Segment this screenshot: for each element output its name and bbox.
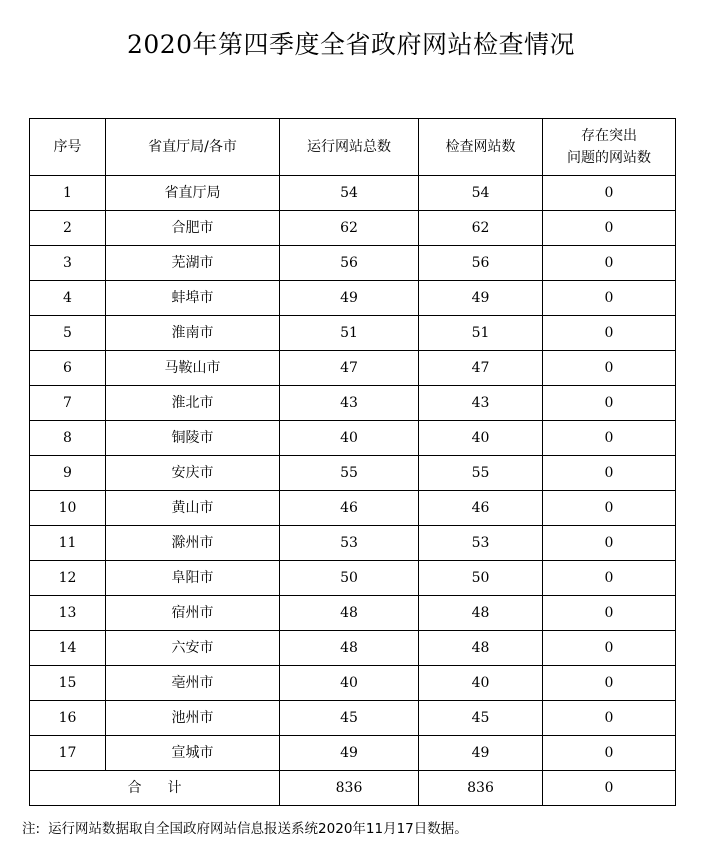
cell-total-sites: 62	[280, 211, 419, 246]
cell-unit: 铜陵市	[106, 421, 280, 456]
cell-unit: 池州市	[106, 701, 280, 736]
header-row	[30, 119, 676, 176]
header-checked-sites: 检查网站数	[419, 119, 543, 176]
header-problem-line2: 问题的网站数	[567, 150, 651, 166]
cell-checked-sites: 49	[419, 281, 543, 316]
cell-problem-sites: 0	[543, 666, 676, 701]
cell-index: 6	[30, 351, 106, 386]
cell-checked-sites: 51	[419, 316, 543, 351]
cell-checked-sites: 62	[419, 211, 543, 246]
cell-total-sites: 46	[280, 491, 419, 526]
cell-checked-sites: 47	[419, 351, 543, 386]
cell-unit: 淮北市	[106, 386, 280, 421]
cell-unit: 芜湖市	[106, 246, 280, 281]
cell-problem-sites: 0	[543, 631, 676, 666]
cell-problem-sites: 0	[543, 386, 676, 421]
cell-checked-sites: 40	[419, 421, 543, 456]
cell-unit: 淮南市	[106, 316, 280, 351]
cell-total-sites: 47	[280, 351, 419, 386]
cell-problem-sites: 0	[543, 456, 676, 491]
cell-total-sites: 48	[280, 596, 419, 631]
cell-total-sites: 50	[280, 561, 419, 596]
cell-index: 4	[30, 281, 106, 316]
cell-checked-sites: 49	[419, 736, 543, 771]
total-checked-sites: 836	[419, 771, 543, 806]
cell-unit: 蚌埠市	[106, 281, 280, 316]
cell-checked-sites: 53	[419, 526, 543, 561]
cell-checked-sites: 45	[419, 701, 543, 736]
cell-unit: 阜阳市	[106, 561, 280, 596]
cell-total-sites: 40	[280, 421, 419, 456]
cell-total-sites: 53	[280, 526, 419, 561]
header-problem-sites	[543, 119, 676, 176]
table-row	[30, 316, 676, 351]
cell-unit: 黄山市	[106, 491, 280, 526]
cell-checked-sites: 40	[419, 666, 543, 701]
cell-unit: 滁州市	[106, 526, 280, 561]
cell-checked-sites: 46	[419, 491, 543, 526]
cell-problem-sites: 0	[543, 596, 676, 631]
header-problem-line1: 存在突出	[581, 128, 637, 144]
cell-total-sites: 51	[280, 316, 419, 351]
table-row	[30, 736, 676, 771]
cell-problem-sites: 0	[543, 526, 676, 561]
table-row	[30, 281, 676, 316]
footnote-text: 运行网站数据取自全国政府网站信息报送系统2020年11月17日数据。	[48, 821, 468, 837]
total-label-part1: 合	[127, 780, 142, 796]
table-row	[30, 561, 676, 596]
cell-checked-sites: 50	[419, 561, 543, 596]
cell-unit: 六安市	[106, 631, 280, 666]
cell-total-sites: 43	[280, 386, 419, 421]
cell-index: 14	[30, 631, 106, 666]
cell-unit: 合肥市	[106, 211, 280, 246]
header-total-sites: 运行网站总数	[280, 119, 419, 176]
cell-total-sites: 54	[280, 176, 419, 211]
total-row	[30, 771, 676, 806]
table-row	[30, 421, 676, 456]
cell-total-sites: 48	[280, 631, 419, 666]
cell-problem-sites: 0	[543, 491, 676, 526]
cell-index: 17	[30, 736, 106, 771]
cell-checked-sites: 48	[419, 596, 543, 631]
cell-index: 3	[30, 246, 106, 281]
cell-index: 12	[30, 561, 106, 596]
table-row	[30, 351, 676, 386]
table-row	[30, 631, 676, 666]
cell-index: 16	[30, 701, 106, 736]
total-label-part2: 计	[167, 780, 182, 796]
cell-problem-sites: 0	[543, 421, 676, 456]
header-unit: 省直厅局/各市	[106, 119, 280, 176]
table-row	[30, 246, 676, 281]
total-total-sites: 836	[280, 771, 419, 806]
cell-problem-sites: 0	[543, 351, 676, 386]
cell-problem-sites: 0	[543, 281, 676, 316]
cell-index: 15	[30, 666, 106, 701]
table-row	[30, 456, 676, 491]
cell-index: 9	[30, 456, 106, 491]
table-header	[30, 119, 676, 176]
cell-unit: 马鞍山市	[106, 351, 280, 386]
total-problem-sites: 0	[543, 771, 676, 806]
cell-index: 5	[30, 316, 106, 351]
table-row	[30, 701, 676, 736]
cell-problem-sites: 0	[543, 246, 676, 281]
cell-index: 13	[30, 596, 106, 631]
total-label	[30, 771, 280, 806]
cell-index: 8	[30, 421, 106, 456]
cell-index: 1	[30, 176, 106, 211]
cell-unit: 安庆市	[106, 456, 280, 491]
cell-index: 7	[30, 386, 106, 421]
cell-checked-sites: 56	[419, 246, 543, 281]
table-row	[30, 666, 676, 701]
page-title: 2020年第四季度全省政府网站检查情况	[126, 30, 576, 59]
footnote-label: 注:	[22, 821, 41, 837]
cell-problem-sites: 0	[543, 736, 676, 771]
cell-index: 2	[30, 211, 106, 246]
table-row	[30, 386, 676, 421]
cell-checked-sites: 48	[419, 631, 543, 666]
website-check-table	[29, 118, 676, 806]
cell-checked-sites: 55	[419, 456, 543, 491]
table-row	[30, 211, 676, 246]
cell-unit: 宿州市	[106, 596, 280, 631]
cell-total-sites: 56	[280, 246, 419, 281]
cell-problem-sites: 0	[543, 701, 676, 736]
table-row	[30, 491, 676, 526]
table-row	[30, 526, 676, 561]
cell-problem-sites: 0	[543, 211, 676, 246]
cell-index: 11	[30, 526, 106, 561]
cell-checked-sites: 43	[419, 386, 543, 421]
cell-total-sites: 49	[280, 281, 419, 316]
cell-problem-sites: 0	[543, 561, 676, 596]
cell-unit: 省直厅局	[106, 176, 280, 211]
footnote	[22, 820, 468, 838]
cell-unit: 亳州市	[106, 666, 280, 701]
cell-unit: 宣城市	[106, 736, 280, 771]
cell-total-sites: 55	[280, 456, 419, 491]
cell-total-sites: 40	[280, 666, 419, 701]
header-index: 序号	[30, 119, 106, 176]
table-row	[30, 176, 676, 211]
cell-index: 10	[30, 491, 106, 526]
table-row	[30, 596, 676, 631]
table-body	[30, 176, 676, 806]
cell-problem-sites: 0	[543, 176, 676, 211]
cell-problem-sites: 0	[543, 316, 676, 351]
cell-total-sites: 45	[280, 701, 419, 736]
cell-checked-sites: 54	[419, 176, 543, 211]
cell-total-sites: 49	[280, 736, 419, 771]
